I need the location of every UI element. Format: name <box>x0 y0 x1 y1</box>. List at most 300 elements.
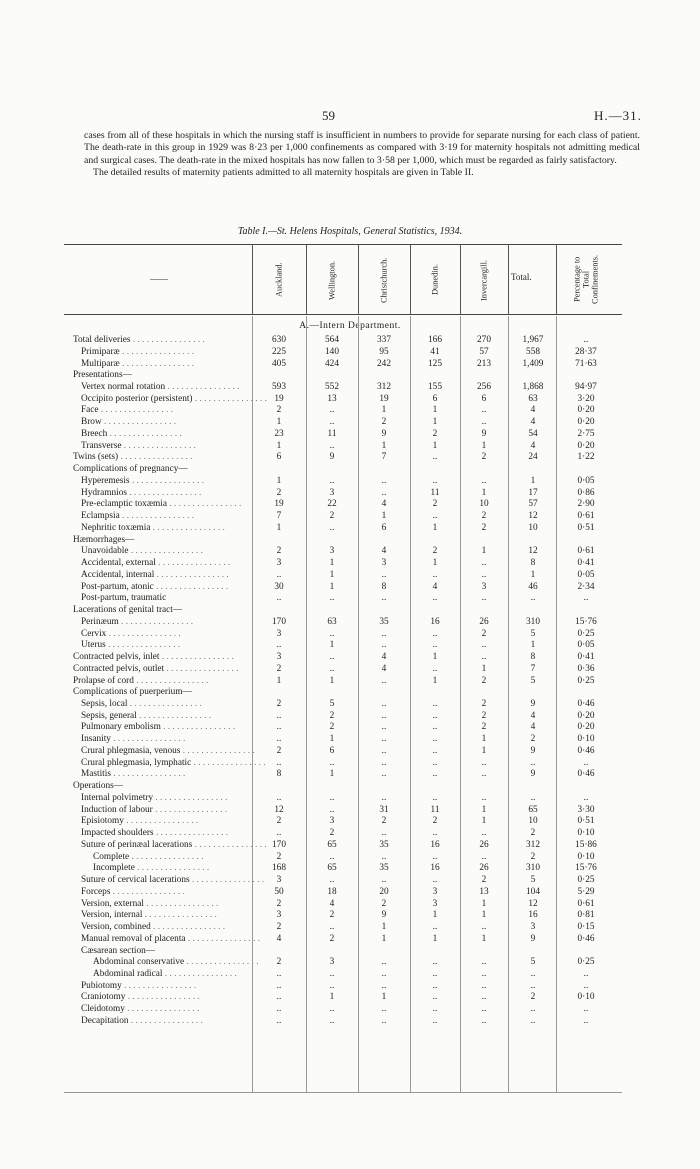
table-cell: .. <box>329 1004 335 1015</box>
table-cell: 1 <box>381 511 387 522</box>
table-row <box>0 347 700 359</box>
table-cell: 10 <box>528 522 538 533</box>
table-cell: 57 <box>528 499 538 510</box>
row-label <box>81 992 256 1004</box>
table-cell: .. <box>432 992 438 1003</box>
table-cell: .. <box>329 969 335 979</box>
table-row <box>0 499 700 511</box>
leader-dots: . . . . . . . . . . . . . . . . <box>121 980 197 991</box>
table-cell: 0·41 <box>577 652 595 662</box>
table-cell: 9 <box>481 428 487 439</box>
row-label-text: Breech <box>81 428 108 439</box>
column-divider <box>306 316 307 1092</box>
table-cell: 0·86 <box>577 487 595 498</box>
row-label-text: Pulmonary embolism <box>81 722 161 733</box>
table-cell: 2 <box>381 898 387 909</box>
table-bottom-rule <box>64 1092 622 1093</box>
table-cell: 1 <box>329 675 335 686</box>
table-row <box>0 370 700 382</box>
intro-paragraph-1: cases from all of these hospitals in which the nursing staff is insufficient in numbers to provide for separate nursing for each class of patient. The death-rate in this group in 1929 was 8·23 per 1,000 confinements as compared with 3·19 for maternity hospitals not admitting medical and surgical cases. The death-rate in the mixed hospitals has now fallen to 3·58 per 1,000, which must be regarded as fairly satisfactory. <box>84 130 640 166</box>
table-row <box>0 899 700 911</box>
table-cell: .. <box>381 734 387 745</box>
table-cell: 4 <box>530 710 536 721</box>
leader-dots: . . . . . . . . . . . . . . . . <box>152 804 228 815</box>
table-cell: 3 <box>329 487 335 498</box>
table-cell: 28·37 <box>575 346 597 357</box>
table-cell: 2 <box>481 710 487 721</box>
table-cell: 310 <box>526 863 540 874</box>
row-label-text: Contracted pelvis, outlet <box>73 663 165 674</box>
table-cell: 17 <box>528 487 538 498</box>
table-cell: .. <box>276 1004 282 1015</box>
column-header-total: Total. <box>511 272 532 282</box>
row-label-text: Post-partum, traumatic <box>81 593 167 604</box>
table-cell: 9 <box>530 698 536 709</box>
intro-paragraph-2: The detailed results of maternity patients admitted to all maternity hospitals are given in Table II. <box>93 166 474 178</box>
table-cell: 6 <box>329 745 335 756</box>
table-cell: 4 <box>381 652 387 662</box>
table-cell: 0·46 <box>577 769 595 780</box>
table-cell: 11 <box>430 487 440 498</box>
row-label <box>73 335 248 347</box>
table-cell: 22 <box>327 499 337 510</box>
table-cell: 1 <box>481 440 487 451</box>
row-label-text: Sepsis, general <box>81 710 137 721</box>
table-cell: .. <box>481 757 487 768</box>
table-cell: .. <box>530 969 536 979</box>
table-row <box>0 476 700 488</box>
leader-dots: . . . . . . . . . . . . . . . . <box>154 569 229 580</box>
row-label <box>81 875 265 887</box>
table-cell: 2 <box>276 745 282 756</box>
table-cell: .. <box>530 980 536 991</box>
row-label-text: Abdominal conservative <box>93 957 185 968</box>
row-label-text: Face <box>81 405 99 416</box>
table-cell: 2 <box>329 828 335 839</box>
table-cell: .. <box>276 710 282 721</box>
table-cell: .. <box>276 1015 282 1026</box>
table-cell: 0·61 <box>577 511 595 522</box>
table-cell: 0·46 <box>577 745 595 756</box>
row-label <box>73 652 248 664</box>
table-row <box>0 441 700 453</box>
row-label <box>73 664 248 676</box>
table-cell: .. <box>481 957 487 968</box>
table-cell: .. <box>381 969 387 979</box>
leader-dots: . . . . . . . . . . . . . . . . <box>133 675 209 686</box>
row-label <box>81 393 267 406</box>
table-cell: 1 <box>432 405 438 416</box>
table-cell: 140 <box>325 346 339 357</box>
table-cell: 26 <box>479 616 489 627</box>
table-cell: 424 <box>325 358 339 369</box>
table-cell: .. <box>432 734 438 745</box>
table-row <box>0 687 700 699</box>
table-cell: .. <box>381 757 387 768</box>
table-cell: .. <box>329 417 335 428</box>
table-cell: 0·61 <box>577 898 595 909</box>
column-divider <box>306 244 307 314</box>
table-cell: 4 <box>381 663 387 674</box>
row-label <box>81 405 256 417</box>
table-cell: 4 <box>530 417 536 428</box>
table-cell: 0·10 <box>577 851 595 862</box>
table-cell: 5 <box>530 675 536 686</box>
table-cell: .. <box>432 922 438 932</box>
table-cell: 23 <box>274 428 284 439</box>
table-cell: .. <box>329 663 335 674</box>
table-cell: 2 <box>432 546 438 557</box>
table-cell: 2 <box>481 675 487 686</box>
leader-dots: . . . . . . . . . . . . . . . . <box>129 851 204 862</box>
row-label-text: Abdominal radical <box>93 969 163 979</box>
table-cell: .. <box>530 593 536 604</box>
row-label <box>81 910 256 922</box>
table-cell: .. <box>432 663 438 674</box>
row-label-text: Operations— <box>73 781 124 792</box>
table-cell: .. <box>481 828 487 839</box>
table-row <box>0 546 700 558</box>
table-cell: 2·90 <box>577 499 595 510</box>
row-label <box>81 511 256 523</box>
row-label-text: Hyperemesis <box>81 475 130 486</box>
row-label <box>73 535 248 547</box>
table-cell: .. <box>381 745 387 756</box>
row-label-text: Complications of puerperium— <box>73 687 192 698</box>
leader-dots: . . . . . . . . . . . . . . . . <box>144 898 219 909</box>
row-label <box>81 793 256 805</box>
column-header-dunedin: Dunedin. <box>430 264 440 296</box>
table-cell: 1 <box>381 992 387 1003</box>
row-label <box>81 488 256 500</box>
table-cell: 24 <box>528 452 538 463</box>
leader-dots: . . . . . . . . . . . . . . . . <box>119 346 195 357</box>
row-label-text: Accidental, external <box>81 558 156 569</box>
column-header-auckland: Auckland. <box>274 262 284 298</box>
table-cell: 593 <box>272 382 286 392</box>
table-cell: 2 <box>530 828 536 839</box>
table-row <box>0 805 700 817</box>
table-cell: 57 <box>479 346 489 357</box>
table-cell: 71·63 <box>575 358 597 369</box>
table-row <box>0 382 700 394</box>
row-label-text: Prolapse of cord <box>73 675 134 686</box>
table-cell: .. <box>583 757 589 768</box>
table-cell: 2 <box>276 663 282 674</box>
table-cell: 13 <box>327 393 337 404</box>
table-cell: .. <box>381 1004 387 1015</box>
table-cell: .. <box>583 335 589 345</box>
row-label <box>81 523 256 535</box>
table-cell: .. <box>481 980 487 991</box>
table-row <box>0 711 700 723</box>
leader-dots: . . . . . . . . . . . . . . . . <box>160 722 236 733</box>
table-cell: 1 <box>481 933 487 944</box>
table-cell: .. <box>481 593 487 604</box>
table-cell: 4 <box>530 440 536 451</box>
table-cell: .. <box>583 969 589 979</box>
stub-header: —— <box>150 274 168 284</box>
row-label <box>93 957 268 969</box>
table-cell: 3 <box>481 581 487 592</box>
leader-dots: . . . . . . . . . . . . . . . . <box>101 417 177 428</box>
table-row <box>0 535 700 547</box>
table-cell: .. <box>432 698 438 709</box>
table-cell: 35 <box>379 863 389 874</box>
row-label-text: Crural phlegmasia, venous <box>81 745 181 756</box>
table-cell: 2 <box>381 816 387 827</box>
table-cell: 7 <box>276 511 282 522</box>
table-cell: .. <box>276 992 282 1003</box>
table-row <box>0 957 700 969</box>
column-divider <box>252 244 253 314</box>
table-cell: .. <box>381 1015 387 1026</box>
row-label-text: Hæmorrhages— <box>73 534 135 545</box>
row-label-text: Impacted shoulders <box>81 828 154 839</box>
table-cell: 1 <box>329 558 335 569</box>
table-cell: 0·25 <box>577 675 595 686</box>
table-cell: 1 <box>481 804 487 815</box>
table-cell: .. <box>432 745 438 756</box>
table-cell: 16 <box>528 910 538 921</box>
table-cell: 95 <box>379 346 389 357</box>
table-cell: .. <box>276 593 282 604</box>
table-cell: .. <box>530 792 536 803</box>
table-row <box>0 1004 700 1016</box>
table-cell: 3 <box>329 546 335 557</box>
table-cell: 0·20 <box>577 440 595 451</box>
table-cell: 1 <box>481 910 487 921</box>
table-cell: 225 <box>272 346 286 357</box>
leader-dots: . . . . . . . . . . . . . . . . <box>110 734 186 745</box>
table-cell: .. <box>432 792 438 803</box>
table-cell: .. <box>432 851 438 862</box>
table-cell: 3 <box>530 922 536 932</box>
row-label-text: Transverse <box>81 440 122 451</box>
table-cell: 1 <box>329 640 335 651</box>
table-cell: 1 <box>530 640 536 651</box>
table-row <box>0 769 700 781</box>
table-cell: 2 <box>432 499 438 510</box>
row-label <box>73 452 248 464</box>
row-label-text: Occipito posterior (persistent) <box>81 393 193 404</box>
table-cell: 1,409 <box>522 358 544 369</box>
table-cell: 1 <box>329 734 335 745</box>
table-cell: .. <box>583 593 589 604</box>
table-cell: 35 <box>379 839 389 850</box>
table-cell: 7 <box>530 663 536 674</box>
table-cell: 170 <box>272 616 286 627</box>
table-cell: 4 <box>381 499 387 510</box>
leader-dots: . . . . . . . . . . . . . . . . <box>118 616 194 627</box>
table-row <box>0 664 700 676</box>
column-divider <box>556 316 557 1092</box>
leader-dots: . . . . . . . . . . . . . . . . <box>127 698 202 709</box>
table-cell: 9 <box>381 910 387 921</box>
table-cell: .. <box>329 1015 335 1026</box>
table-cell: 65 <box>327 863 337 874</box>
row-label <box>81 981 256 993</box>
row-label <box>81 1016 256 1028</box>
table-cell: 4 <box>432 581 438 592</box>
table-cell: .. <box>583 792 589 803</box>
table-cell: 170 <box>272 839 286 850</box>
row-label <box>81 769 256 781</box>
row-label-text: Lacerations of genital tract— <box>73 605 183 615</box>
row-label <box>81 417 256 429</box>
table-cell: 1,967 <box>522 335 544 345</box>
table-cell: 3 <box>276 910 282 921</box>
table-cell: 166 <box>428 335 442 345</box>
table-row <box>0 359 700 371</box>
leader-dots: . . . . . . . . . . . . . . . . <box>155 558 231 569</box>
leader-dots: . . . . . . . . . . . . . . . . <box>184 957 259 968</box>
table-row <box>0 840 700 852</box>
table-cell: .. <box>329 440 335 451</box>
table-cell: 2 <box>276 898 282 909</box>
row-label <box>81 546 256 558</box>
row-label-text: Suture of perinæal lacerations <box>81 839 193 850</box>
table-row <box>0 429 700 441</box>
row-label-text: Presentations— <box>73 370 132 381</box>
table-cell: 94·97 <box>575 382 597 392</box>
table-cell: .. <box>276 828 282 839</box>
table-cell: 2 <box>276 698 282 709</box>
row-label-text: Craniotomy <box>81 992 126 1003</box>
table-cell: 1 <box>432 652 438 662</box>
leader-dots: . . . . . . . . . . . . . . . . <box>159 652 234 662</box>
table-cell: 1 <box>381 933 387 944</box>
leader-dots: . . . . . . . . . . . . . . . . <box>107 428 182 439</box>
row-label <box>73 687 248 699</box>
column-divider <box>556 244 557 314</box>
table-cell: 312 <box>377 382 391 392</box>
row-label <box>81 746 256 758</box>
leader-dots: . . . . . . . . . . . . . . . . <box>130 335 205 345</box>
column-divider <box>410 244 411 314</box>
leader-dots: . . . . . . . . . . . . . . . . <box>119 511 195 522</box>
table-cell: 2·75 <box>577 428 595 439</box>
table-row <box>0 652 700 664</box>
row-label <box>81 933 260 946</box>
leader-dots: . . . . . . . . . . . . . . . . <box>129 475 204 486</box>
table-cell: 3·20 <box>577 393 595 404</box>
table-cell: 31 <box>379 804 389 815</box>
row-label-text: Episiotomy <box>81 816 124 827</box>
row-label <box>73 676 248 688</box>
table-cell: 2·34 <box>577 581 595 592</box>
row-label <box>81 946 256 958</box>
row-label <box>81 629 256 641</box>
row-label-text: Complications of pregnancy— <box>73 464 188 475</box>
table-cell: .. <box>432 475 438 486</box>
leader-dots: . . . . . . . . . . . . . . . . <box>153 828 228 839</box>
leader-dots: . . . . . . . . . . . . . . . . <box>180 745 255 756</box>
table-cell: 3 <box>329 957 335 968</box>
table-cell: 3·30 <box>577 804 595 815</box>
table-cell: 0·61 <box>577 546 595 557</box>
table-cell: .. <box>381 851 387 862</box>
row-label <box>81 887 256 899</box>
table-row <box>0 699 700 711</box>
table-cell: .. <box>481 558 487 569</box>
table-cell: 0·81 <box>577 910 595 921</box>
row-label <box>81 734 256 746</box>
table-cell: .. <box>432 875 438 885</box>
table-row <box>0 593 700 605</box>
table-cell: 2 <box>481 875 487 885</box>
table-cell: 310 <box>526 616 540 627</box>
table-cell: 5 <box>530 875 536 885</box>
leader-dots: . . . . . . . . . . . . . . . . <box>150 922 226 932</box>
table-cell: 0·20 <box>577 710 595 721</box>
table-cell: .. <box>583 980 589 991</box>
table-row <box>0 758 700 770</box>
table-cell: 0·05 <box>577 569 595 580</box>
table-cell: .. <box>381 875 387 885</box>
leader-dots: . . . . . . . . . . . . . . . . <box>192 839 267 850</box>
table-cell: 16 <box>430 616 440 627</box>
row-label-text: Pre-eclamptic toxæmia <box>81 499 167 510</box>
table-cell: 1 <box>481 663 487 674</box>
table-cell: 1 <box>432 933 438 944</box>
table-cell: .. <box>530 757 536 768</box>
leader-dots: . . . . . . . . . . . . . . . . <box>119 358 195 369</box>
row-label-text: Mastitis <box>81 769 111 780</box>
leader-dots: . . . . . . . . . . . . . . . . <box>118 452 193 463</box>
table-cell: 65 <box>528 804 538 815</box>
table-cell: 12 <box>528 511 538 522</box>
table-cell: 5 <box>329 698 335 709</box>
table-row <box>0 981 700 993</box>
table-cell: 2 <box>432 816 438 827</box>
table-row <box>0 875 700 887</box>
table-cell: .. <box>329 593 335 604</box>
table-cell: 12 <box>274 804 284 815</box>
table-row <box>0 781 700 793</box>
table-cell: 1 <box>432 440 438 451</box>
table-cell: .. <box>329 652 335 662</box>
row-label-text: Insanity <box>81 734 111 745</box>
table-cell: .. <box>381 628 387 639</box>
table-cell: .. <box>432 710 438 721</box>
table-cell: .. <box>381 957 387 968</box>
table-cell: 8 <box>276 769 282 780</box>
table-cell: .. <box>329 405 335 416</box>
table-cell: 41 <box>430 346 440 357</box>
table-cell: 2 <box>530 851 536 862</box>
leader-dots: . . . . . . . . . . . . . . . . <box>124 1004 200 1015</box>
table-cell: .. <box>276 734 282 745</box>
table-cell: 2 <box>481 511 487 522</box>
table-cell: 2 <box>481 522 487 533</box>
table-cell: 2 <box>329 910 335 921</box>
table-cell: .. <box>329 851 335 862</box>
row-label-text: Version, internal <box>81 910 143 921</box>
table-cell: 2 <box>530 992 536 1003</box>
row-label-text: Brow <box>81 417 102 428</box>
table-cell: .. <box>432 757 438 768</box>
table-cell: 2 <box>481 698 487 709</box>
table-cell: 30 <box>274 581 284 592</box>
table-cell: 3 <box>276 558 282 569</box>
row-label-text: Incomplete <box>93 863 135 874</box>
table-cell: 3 <box>432 898 438 909</box>
table-cell: 1 <box>432 522 438 533</box>
table-cell: 2 <box>481 628 487 639</box>
table-cell: .. <box>481 417 487 428</box>
table-cell: .. <box>276 640 282 651</box>
